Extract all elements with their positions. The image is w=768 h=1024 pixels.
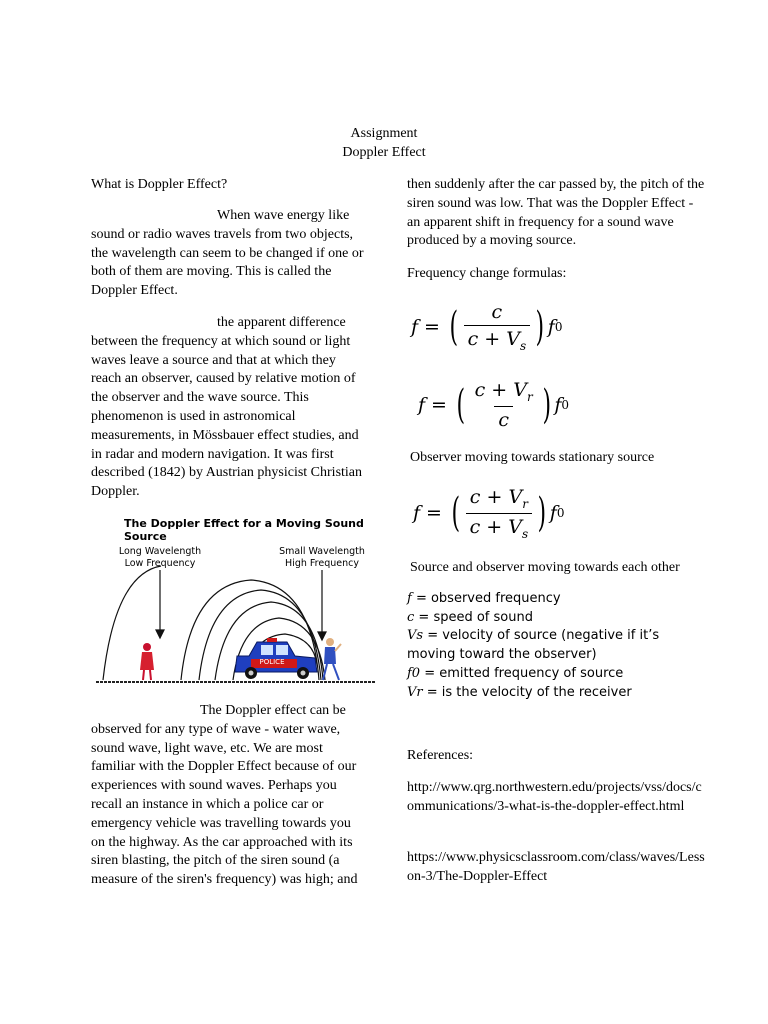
paragraph-continuation: then suddenly after the car passed by, the pitch of the siren sound was low. That was the Doppler Effect - an apparent shift in frequency for a sound wave produced by a moving source. xyxy=(407,177,705,249)
caption-observer-moving: Observer moving towards stationary source xyxy=(410,450,655,465)
caption-both-moving: Source and observer moving towards each other xyxy=(410,560,680,575)
definitions-list xyxy=(407,590,697,702)
paragraph-definition: When wave energy like sound or radio waves travels from two objects, the wavelength can seem to be changed if one or both of them are moving. This is called the Doppler Effect. xyxy=(91,208,364,299)
figure-label-long-wavelength: Long Wavelength Low Frequency xyxy=(118,546,202,569)
figure-title: The Doppler Effect for a Moving Sound Source xyxy=(124,517,364,543)
question-heading: What is Doppler Effect? xyxy=(91,177,228,192)
definition-item: f0 = emitted frequency of source xyxy=(407,665,624,681)
definition-item: c = speed of sound xyxy=(407,609,533,625)
observer-left xyxy=(140,643,154,680)
figure-label-small-wavelength: Small Wavelength High Frequency xyxy=(279,546,365,569)
definition-item: Vr = is the velocity of the receiver xyxy=(407,684,632,700)
formulas-heading: Frequency change formulas: xyxy=(407,266,567,281)
paragraph-explanation: the apparent difference between the frequency at which sound or light waves leave a source and that at which they reach an observer, caused by relative motion of the observer and the wave source. This phenomenon is used in astronomical measurements, in Mössbauer effect studies, and in radar and modern navigation. It was first described (1842) by Austrian physicist Christian Doppler. xyxy=(91,315,363,500)
references-heading: References: xyxy=(407,748,474,763)
car-label: POLICE xyxy=(259,658,285,666)
formula-both-moving: f = ( $\frac{c + V_r}{c + V_s}$ ) f 0 xyxy=(413,485,565,541)
page-subtitle: Doppler Effect xyxy=(342,145,426,160)
page-title: Assignment xyxy=(350,126,418,141)
definition-item: Vs = velocity of source (negative if it’s moving toward the observer) xyxy=(407,628,660,663)
formula-moving-source: f = ( $\frac{c}{c + V_s}$ ) f 0 xyxy=(411,301,563,353)
doppler-figure xyxy=(91,514,381,694)
reference-link-2[interactable]: https://www.physicsclassroom.com/class/waves/Lesson-3/The-Doppler-Effect xyxy=(407,850,705,884)
definition-item: f = observed frequency xyxy=(407,591,561,606)
formula-moving-observer: f = ( $\frac{c + V_r}{c}$ ) f 0 xyxy=(418,379,570,431)
reference-link-1[interactable]: http://www.qrg.northwestern.edu/projects/vss/docs/communications/3-what-is-the-doppler-effect.html xyxy=(407,780,702,814)
doppler-wave-illustration xyxy=(91,514,381,694)
paragraph-examples: The Doppler effect can be observed for any type of wave - water wave, sound wave, light wave, etc. We are most familiar with the Doppler Effect because of our experiences with sound waves. Perhaps you recall an instance in which a police car or emergency vehicle was travelling towards you on the highway. As the car approached with its siren blasting, the pitch of the siren sound (a measure of the siren's frequency) was high; and xyxy=(91,703,358,888)
